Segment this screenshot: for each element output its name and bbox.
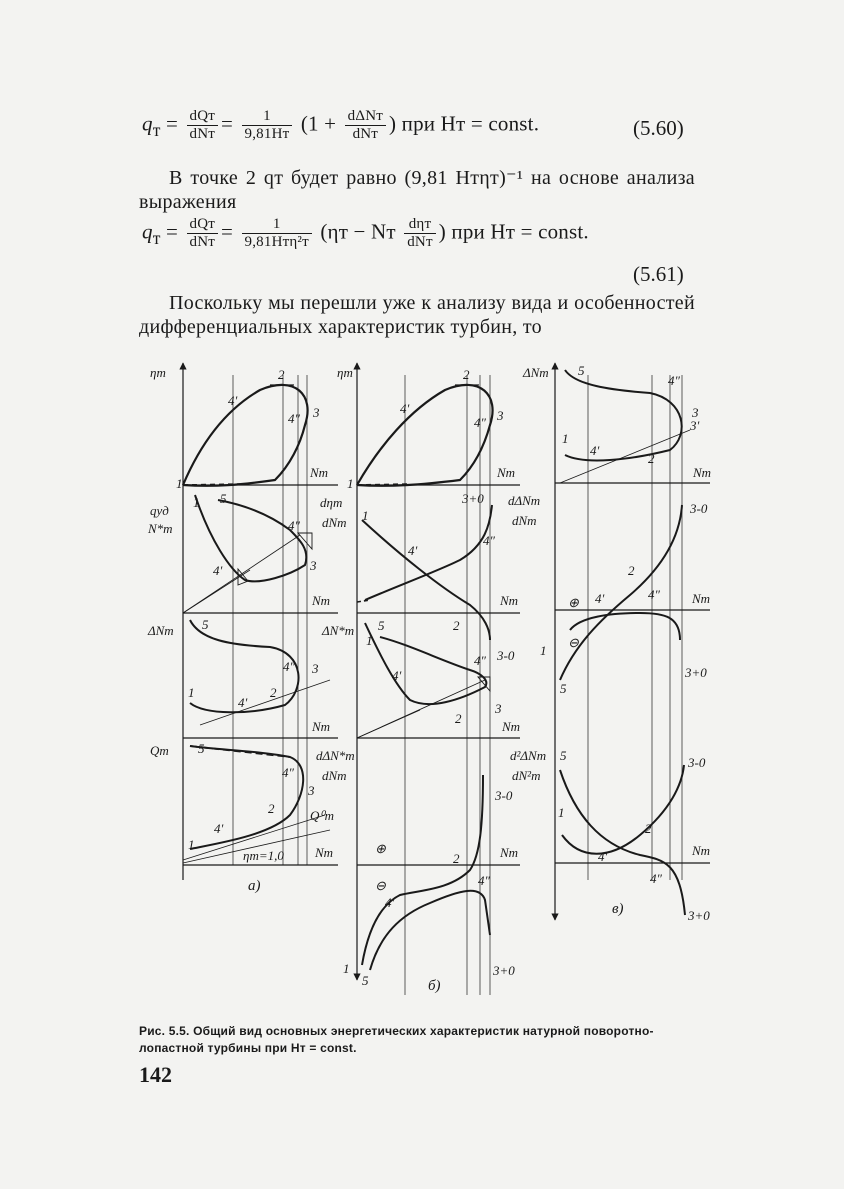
pt-a2-3: 3 bbox=[310, 558, 317, 573]
figure-caption: Рис. 5.5. Общий вид основных энергетических характеристик натурной поворотно-лопастной турбины при Hт = const. bbox=[139, 1024, 654, 1055]
pt-a4-5: 5 bbox=[198, 741, 205, 756]
pt-b3-3: 3 bbox=[495, 701, 502, 716]
pt-b1-2: 2 bbox=[463, 367, 470, 382]
pt-a3-3: 3 bbox=[312, 661, 319, 676]
paragraph-2: Поскольку мы перешли уже к анализу вида и особенностей дифференциальных характеристик турбин, то bbox=[139, 292, 695, 338]
pt-a2-4p: 4′ bbox=[213, 563, 223, 578]
pt-b4-4pp: 4″ bbox=[478, 873, 490, 888]
pt-b4-3p0: 3+0 bbox=[493, 963, 515, 978]
pt-c1-4p: 4′ bbox=[590, 443, 600, 458]
pt-c3-3p0: 3+0 bbox=[688, 908, 710, 923]
col-c-label: в) bbox=[612, 901, 624, 917]
label-n-a1: Nт bbox=[310, 465, 329, 480]
pt-c3-4pp: 4″ bbox=[650, 871, 662, 886]
pt-c2-3p0: 3+0 bbox=[685, 665, 707, 680]
eq-bracket-open: (ηт − Nт bbox=[320, 219, 396, 244]
pt-a4-1: 1 bbox=[188, 837, 195, 852]
label-dn-a: ΔNт bbox=[148, 623, 174, 638]
label-dn-c: ΔNт bbox=[523, 365, 549, 380]
label-n-b4: Nт bbox=[500, 845, 519, 860]
label-eta-a: ηт bbox=[150, 365, 166, 380]
pt-b3-4p: 4′ bbox=[392, 668, 402, 683]
frac-den: dNт bbox=[189, 126, 216, 143]
pt-b2-3p0: 3+0 bbox=[462, 491, 484, 506]
pt-b4-1: 1 bbox=[343, 961, 350, 976]
label-n-c3: Nт bbox=[692, 843, 711, 858]
plus-sign-c: ⊕ bbox=[568, 595, 579, 610]
label-eta-b: ηт bbox=[337, 365, 353, 380]
pt-a4-4p: 4′ bbox=[214, 821, 224, 836]
pt-a3-1: 1 bbox=[188, 685, 195, 700]
eq-fraction bbox=[187, 108, 219, 144]
frac-num: 1 bbox=[242, 216, 312, 234]
pt-a1-4pp: 4″ bbox=[288, 411, 300, 426]
pt-b3-2: 2 bbox=[455, 711, 462, 726]
pt-a3-4p: 4′ bbox=[238, 695, 248, 710]
eq-fraction bbox=[404, 216, 436, 252]
label-n-b1: Nт bbox=[497, 465, 516, 480]
pt-c1-1: 1 bbox=[562, 431, 569, 446]
pt-a1-4p: 4′ bbox=[228, 393, 238, 408]
frac-den: dNт bbox=[352, 126, 379, 143]
pt-b3-30: 3-0 bbox=[497, 648, 515, 663]
pt-c3-4p: 4′ bbox=[598, 849, 608, 864]
minus-sign-c: ⊖ bbox=[568, 635, 579, 650]
paragraph-1: В точке 2 qт будет равно (9,81 Hтηт)⁻¹ на основе анализа выражения bbox=[139, 167, 695, 213]
pt-c2-2: 2 bbox=[628, 563, 635, 578]
equation-number-5-60: (5.60) bbox=[633, 116, 684, 140]
pt-a2-5: 5 bbox=[220, 491, 227, 506]
label-n-b3: Nт bbox=[502, 719, 521, 734]
eq-lhs-sub: т bbox=[152, 227, 161, 248]
pt-c1-5: 5 bbox=[578, 363, 585, 378]
pt-b4-2: 2 bbox=[453, 851, 460, 866]
label-ddnstar: dΔN*т bbox=[316, 748, 355, 763]
figure-5-5 bbox=[0, 355, 844, 1005]
pt-a4-eta1: ηт=1,0 bbox=[243, 848, 284, 863]
pt-b4-5: 5 bbox=[362, 973, 369, 988]
pt-c1-3p: 3′ bbox=[690, 418, 700, 433]
label-d2dn: d²ΔNт bbox=[510, 748, 547, 763]
eq-condition: при Hт = const. bbox=[401, 111, 540, 136]
pt-c1-4pp: 4″ bbox=[668, 373, 680, 388]
equation-number-5-61: (5.61) bbox=[633, 262, 684, 286]
label-n-b2: Nт bbox=[500, 593, 519, 608]
pt-a4-3: 3 bbox=[308, 783, 315, 798]
eq-lhs: q bbox=[142, 111, 153, 136]
eq-fraction bbox=[242, 216, 312, 252]
pt-b4-4p: 4′ bbox=[385, 895, 395, 910]
pt-c2-1: 1 bbox=[540, 643, 547, 658]
label-dn-b4: dNт bbox=[322, 768, 347, 783]
col-a-label: а) bbox=[248, 878, 261, 894]
pt-b1-4p: 4′ bbox=[400, 401, 410, 416]
pt-b1-4pp: 4″ bbox=[474, 415, 486, 430]
eq-fraction bbox=[242, 108, 293, 144]
frac-den: 9,81Hтη²т bbox=[244, 234, 309, 251]
frac-num: 1 bbox=[242, 108, 293, 126]
eq-bracket-close: ) bbox=[438, 219, 446, 244]
label-dn2: dN²т bbox=[512, 768, 541, 783]
pt-a2-4pp: 4″ bbox=[288, 518, 300, 533]
pt-c1-2: 2 bbox=[648, 451, 655, 466]
pt-a4-q0: Q⁰т bbox=[310, 808, 334, 823]
pt-c2-5: 5 bbox=[560, 681, 567, 696]
frac-num: dQт bbox=[187, 216, 219, 234]
col-b-label: б) bbox=[428, 978, 441, 994]
pt-a2-1: 1 bbox=[193, 495, 200, 510]
label-n-a3: Nт bbox=[312, 719, 331, 734]
eq-bracket-close: ) bbox=[389, 111, 397, 136]
label-ddn-c: dΔNт bbox=[508, 493, 541, 508]
pt-b2-1: 1 bbox=[362, 508, 369, 523]
label-n-a4: Nт bbox=[315, 845, 334, 860]
label-nstar: N*т bbox=[148, 521, 173, 536]
eq-fraction bbox=[345, 108, 386, 144]
pt-c3-1: 1 bbox=[558, 805, 565, 820]
frac-den: dNт bbox=[189, 234, 216, 251]
label-dn-b2: dNт bbox=[322, 515, 347, 530]
label-n-c2: Nт bbox=[692, 591, 711, 606]
minus-sign-b: ⊖ bbox=[375, 878, 386, 893]
pt-c3-30: 3-0 bbox=[688, 755, 706, 770]
pt-b4-30: 3-0 bbox=[495, 788, 513, 803]
page-number: 142 bbox=[139, 1062, 172, 1087]
pt-a1-3: 3 bbox=[313, 405, 320, 420]
frac-den: dNт bbox=[407, 234, 433, 251]
pt-c1-3: 3 bbox=[692, 405, 699, 420]
label-q-a: Qт bbox=[150, 743, 169, 758]
pt-a3-5: 5 bbox=[202, 617, 209, 632]
frac-num: dηт bbox=[404, 216, 436, 234]
pt-b1-1: 1 bbox=[347, 476, 354, 491]
label-deta: dηт bbox=[320, 495, 343, 510]
pt-a4-2: 2 bbox=[268, 801, 275, 816]
label-dnstar-b: ΔN*т bbox=[322, 623, 355, 638]
pt-c3-5: 5 bbox=[560, 748, 567, 763]
frac-num: dQт bbox=[187, 108, 219, 126]
eq-bracket-open: (1 + bbox=[300, 111, 337, 136]
eq-condition: при Hт = const. bbox=[451, 219, 589, 244]
pt-a1-2: 2 bbox=[278, 367, 285, 382]
pt-a3-2: 2 bbox=[270, 685, 277, 700]
equation-5-61: $q_т$ = $\frac{\text{dQт}}{\text{dNт}}$ = $\frac{1}{\text{9,81Hтη²т}}$ (ηт − Nт $\frac{\text{dηт}}{\text{dNт}}$ ) при Hт = const. bbox=[142, 216, 589, 251]
pt-a1-1: 1 bbox=[176, 476, 183, 491]
pt-a4-4pp: 4″ bbox=[282, 765, 294, 780]
label-n-a2: Nт bbox=[312, 593, 331, 608]
frac-num: dΔNт bbox=[345, 108, 386, 126]
eq-fraction bbox=[187, 216, 219, 252]
label-n-c1: Nт bbox=[693, 465, 712, 480]
equation-5-60: $q_т$ = $\frac{\text{dQт}}{\text{dNт}}$ = $\frac{1}{9,81Hт}$ (1 + $\frac{\text{dΔNт}}{\text{dNт}}$ ) при Hт = const. bbox=[142, 108, 540, 143]
pt-c3-2: 2 bbox=[645, 821, 652, 836]
pt-c2-30: 3-0 bbox=[690, 501, 708, 516]
pt-c2-4pp: 4″ bbox=[648, 587, 660, 602]
label-dn-c2: dNт bbox=[512, 513, 537, 528]
pt-b3-1: 1 bbox=[366, 633, 373, 648]
pt-a3-4pp: 4″ bbox=[283, 659, 295, 674]
frac-den: 9,81Hт bbox=[244, 126, 290, 143]
plus-sign-b: ⊕ bbox=[375, 841, 386, 856]
eq-lhs-sub: т bbox=[152, 119, 161, 140]
label-qud: qуд bbox=[150, 503, 169, 518]
pt-b3-5: 5 bbox=[378, 618, 385, 633]
pt-b1-3: 3 bbox=[497, 408, 504, 423]
pt-b2-4p: 4′ bbox=[408, 543, 418, 558]
pt-b2-2: 2 bbox=[453, 618, 460, 633]
pt-c2-4p: 4′ bbox=[595, 591, 605, 606]
eq-lhs: q bbox=[142, 219, 153, 244]
column-b bbox=[357, 363, 520, 995]
pt-b3-4pp: 4″ bbox=[474, 653, 486, 668]
pt-b2-4pp: 4″ bbox=[483, 533, 495, 548]
